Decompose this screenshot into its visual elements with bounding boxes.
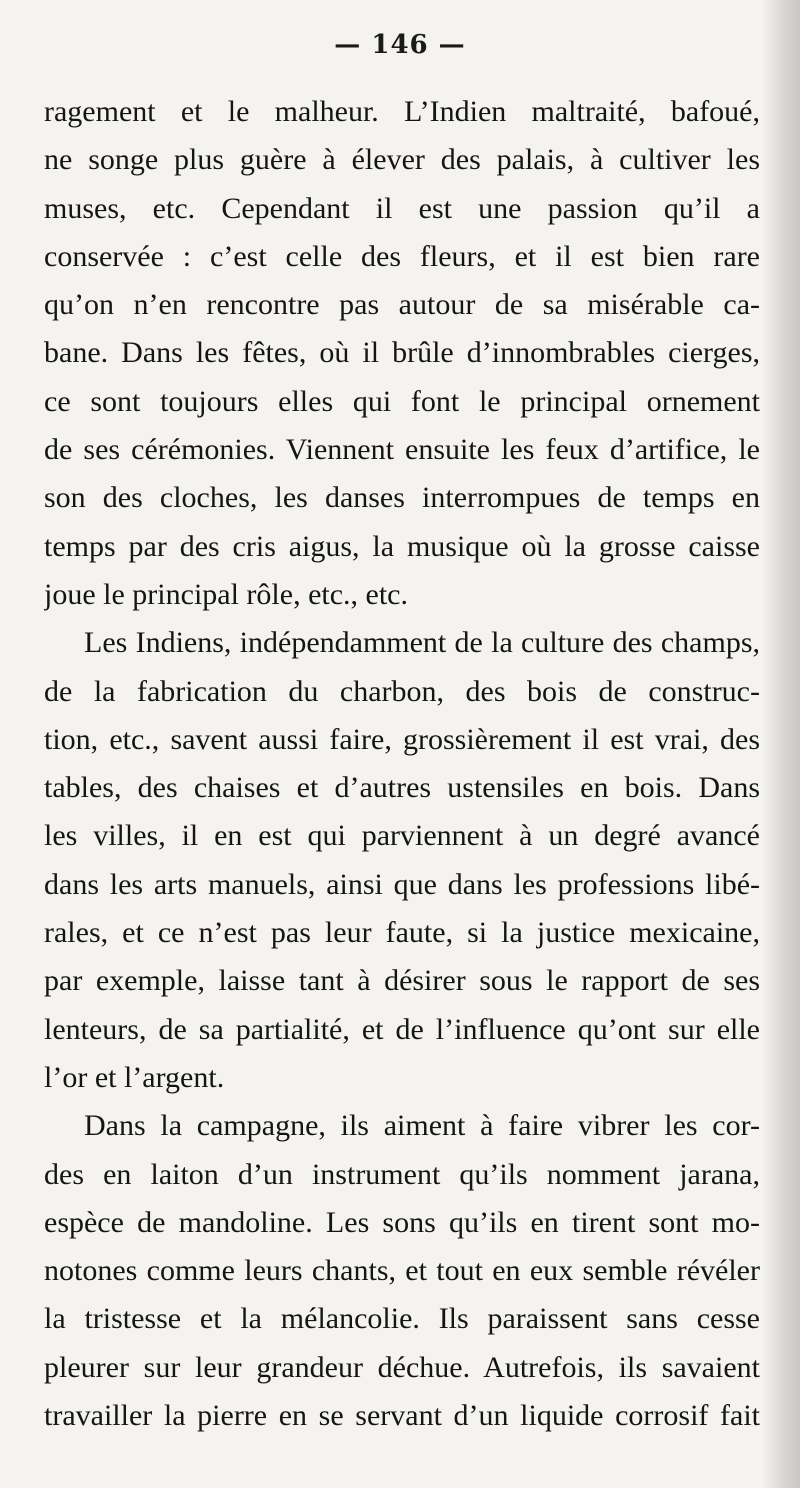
text-line: qu’on n’en rencontre pas autour de sa misérable ca- [44, 288, 760, 322]
text-line: muses, etc. Cependant il est une passion qu’il a [44, 191, 760, 225]
paragraph-2 [44, 619, 760, 1102]
text-line: conservée : c’est celle des fleurs, et il est bien rare [44, 239, 760, 273]
text-line: l’or et l’argent. [44, 1060, 225, 1094]
text-line: dans les arts manuels, ainsi que dans les professions libé- [44, 867, 760, 901]
text-line: ne songe plus guère à élever des palais, à cultiver les [44, 143, 760, 177]
text-line: travailler la pierre en se servant d’un liquide corrosif fait [44, 1399, 760, 1433]
text-line: des en laiton d’un instrument qu’ils nomment jarana, [44, 1157, 760, 1191]
text-line: de ses cérémonies. Viennent ensuite les feux d’artifice, le [44, 433, 760, 467]
text-line: rales, et ce n’est pas leur faute, si la justice mexicaine, [44, 916, 760, 950]
text-line: Les Indiens, indépendamment de la culture des champs, [84, 626, 760, 660]
text-line: la tristesse et la mélancolie. Ils paraissent sans cesse [44, 1302, 760, 1336]
text-line: temps par des cris aigus, la musique où la grosse caisse [44, 529, 760, 563]
body-text [44, 88, 760, 1440]
text-line: de la fabrication du charbon, des bois de construc- [44, 674, 760, 708]
text-line: son des cloches, les danses interrompues de temps en [44, 481, 760, 515]
text-line: par exemple, laisse tant à désirer sous le rapport de ses [44, 964, 760, 998]
text-line: joue le principal rôle, etc., etc. [44, 577, 408, 611]
page-number: — 146 — [334, 30, 466, 60]
text-line: notones comme leurs chants, et tout en eux semble révéler [44, 1254, 760, 1288]
text-line: pleurer sur leur grandeur déchue. Autrefois, ils savaient [44, 1350, 760, 1384]
text-line: les villes, il en est qui parviennent à un degré avancé [44, 819, 760, 853]
paragraph-1 [44, 88, 760, 619]
text-line: bane. Dans les fêtes, où il brûle d’innombrables cierges, [44, 336, 760, 370]
page-edge-shadow [762, 0, 800, 1488]
text-line: espèce de mandoline. Les sons qu’ils en tirent sont mo- [44, 1205, 760, 1239]
text-line: Dans la campagne, ils aiment à faire vibrer les cor- [84, 1109, 760, 1143]
text-line: lenteurs, de sa partialité, et de l’influence qu’ont sur elle [44, 1012, 760, 1046]
text-line: ragement et le malheur. L’Indien maltraité, bafoué, [44, 95, 760, 128]
paragraph-3 [44, 1102, 760, 1440]
text-line: ce sont toujours elles qui font le principal ornement [44, 384, 760, 418]
text-line: tables, des chaises et d’autres ustensiles en bois. Dans [44, 771, 760, 805]
text-line: tion, etc., savent aussi faire, grossièrement il est vrai, des [44, 722, 760, 756]
